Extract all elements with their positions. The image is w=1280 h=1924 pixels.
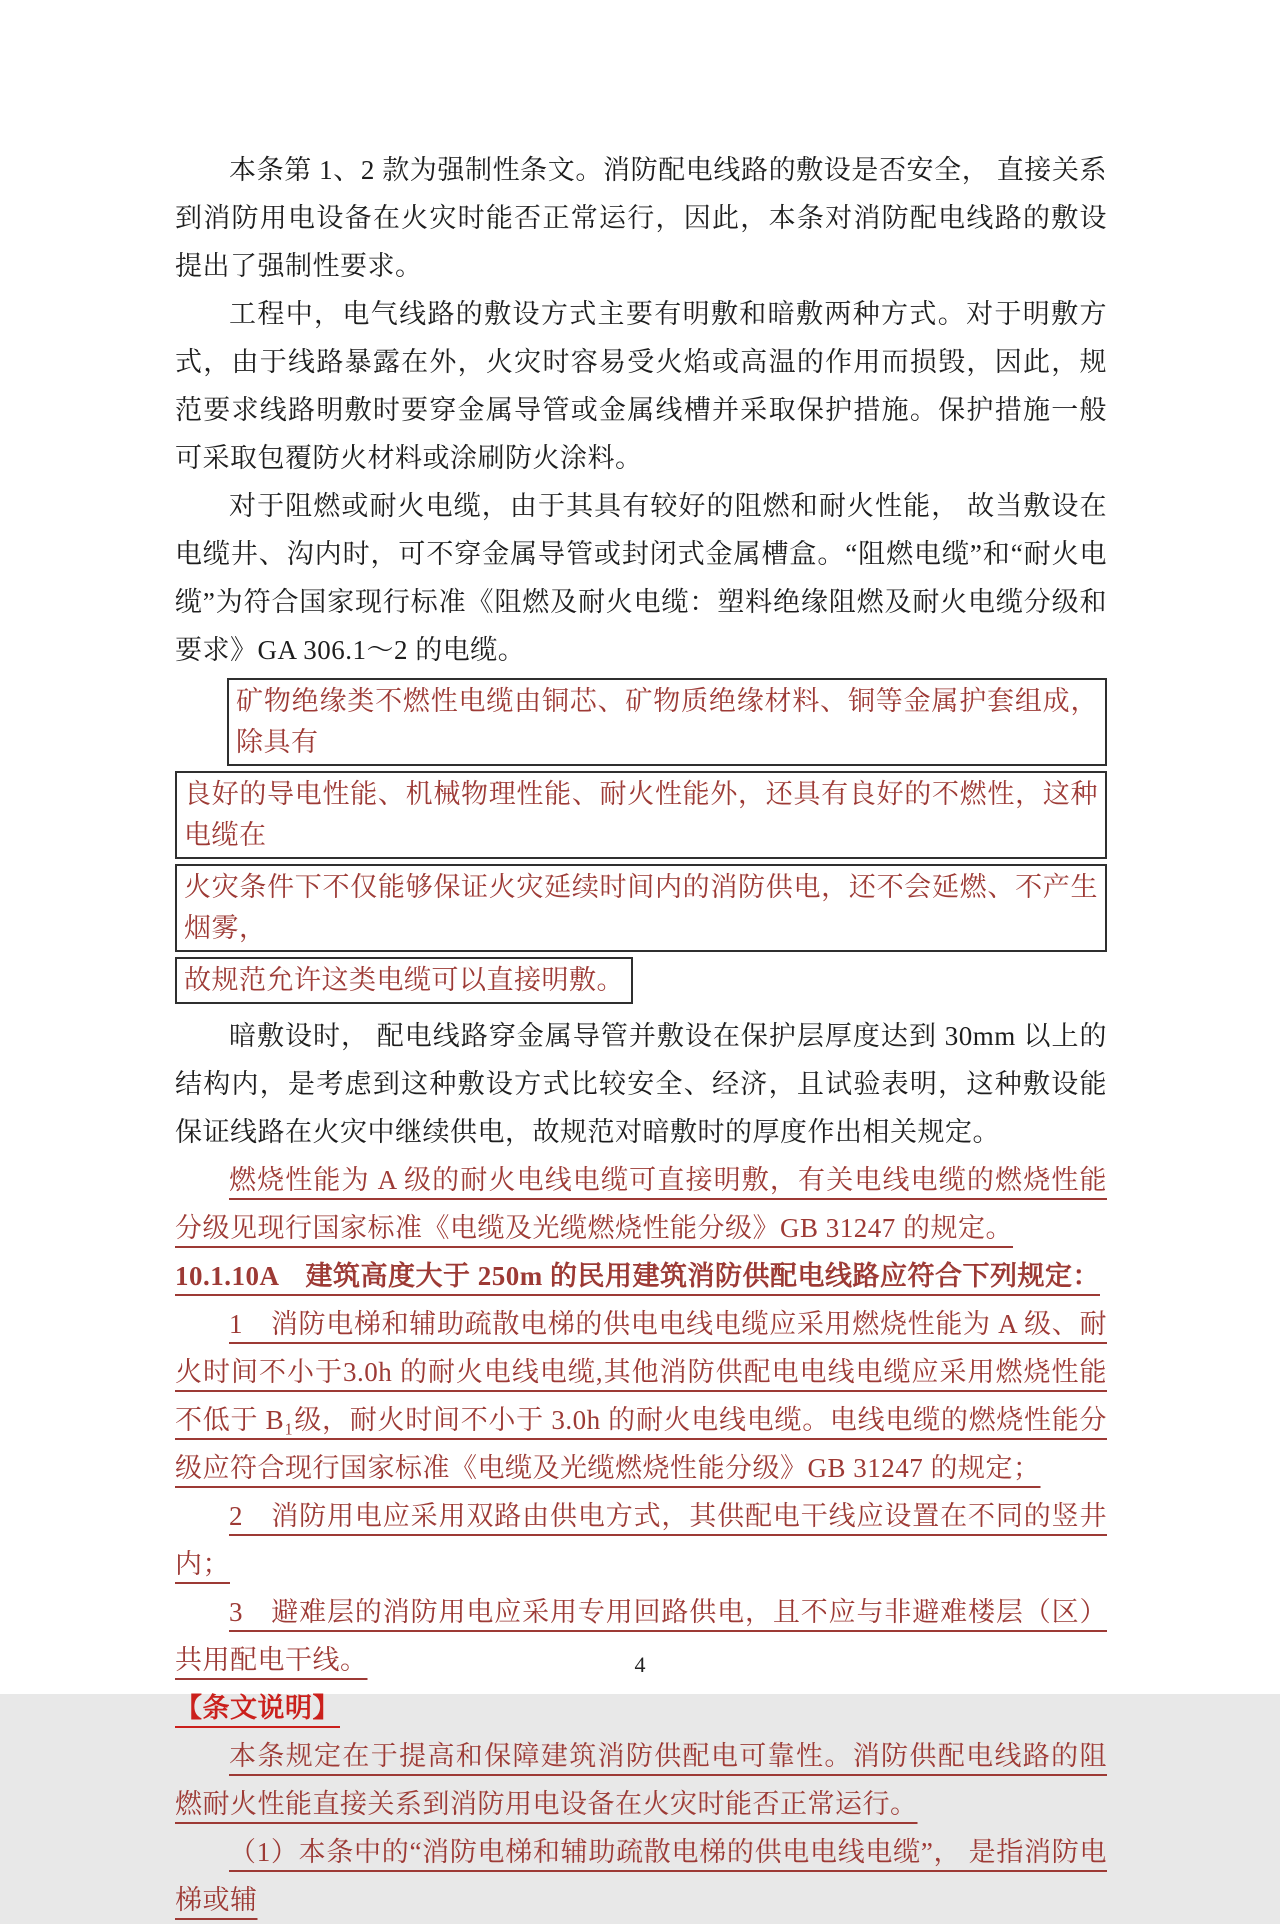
revision-paragraph: 1 消防电梯和辅助疏散电梯的供电电线电缆应采用燃烧性能为 A 级、耐火时间不小于3.0h 的耐火电线电缆,其他消防供配电电线电缆应采用燃烧性能不低于 B₁级，耐火时间不小于 3.0h 的耐火电线电缆。电线电缆的燃烧性能分级应符合现行国家标准《电缆及光缆燃烧性能分级》GB 31247 的规定； (175, 1309, 1107, 1483)
paragraph: 暗敷设时， 配电线路穿金属导管并敷设在保护层厚度达到 30mm 以上的结构内，是考虑到这种敷设方式比较安全、经济，且试验表明，这种敷设能保证线路在火灾中继续供电，故规范对暗敷时的厚度作出相关规定。 (175, 1021, 1107, 1147)
revision-paragraph: 本条规定在于提高和保障建筑消防供配电可靠性。消防供配电线路的阻燃耐火性能直接关系到消防用电设备在火灾时能否正常运行。 (175, 1741, 1107, 1819)
page-number: 4 (634, 1652, 646, 1677)
revision-paragraph: 3 避难层的消防用电应采用专用回路供电，且不应与非避难楼层（区）共用配电干线。 (175, 1597, 1107, 1675)
boxed-line: 火灾条件下不仅能够保证火灾延续时间内的消防供电，还不会延燃、不产生烟雾， (175, 864, 1107, 952)
revision-paragraph: 燃烧性能为 A 级的耐火电线电缆可直接明敷，有关电线电缆的燃烧性能分级见现行国家标准《电缆及光缆燃烧性能分级》GB 31247 的规定。 (175, 1165, 1107, 1243)
boxed-line: 矿物绝缘类不燃性电缆由铜芯、矿物质绝缘材料、铜等金属护套组成，除具有 (227, 678, 1107, 766)
boxed-line: 良好的导电性能、机械物理性能、耐火性能外，还具有良好的不燃性，这种电缆在 (175, 771, 1107, 859)
revision-paragraph: （1）本条中的“消防电梯和辅助疏散电梯的供电电线电缆”， 是指消防电梯或辅 (175, 1837, 1107, 1915)
paragraph: 本条第 1、2 款为强制性条文。消防配电线路的敷设是否安全， 直接关系到消防用电设备在火灾时能否正常运行，因此，本条对消防配电线路的敷设提出了强制性要求。 (175, 155, 1107, 281)
explanation-heading: 【条文说明】 (175, 1693, 340, 1723)
revision-paragraph: 2 消防用电应采用双路由供电方式，其供配电干线应设置在不同的竖井内； (175, 1501, 1107, 1579)
revision-boxed-insert (175, 678, 1107, 1004)
boxed-line: 故规范允许这类电缆可以直接明敷。 (175, 957, 633, 1004)
paragraph: 工程中，电气线路的敷设方式主要有明敷和暗敷两种方式。对于明敷方式，由于线路暴露在外，火灾时容易受火焰或高温的作用而损毁，因此，规范要求线路明敷时要穿金属导管或金属线槽并采取保护措施。保护措施一般可采取包覆防火材料或涂刷防火涂料。 (175, 299, 1107, 473)
paragraph: 对于阻燃或耐火电缆，由于其具有较好的阻燃和耐火性能， 故当敷设在电缆井、沟内时，可不穿金属导管或封闭式金属槽盒。“阻燃电缆”和“耐火电缆”为符合国家现行标准《阻燃及耐火电缆：塑料绝缘阻燃及耐火电缆分级和要求》GA 306.1～2 的电缆。 (175, 491, 1107, 665)
clause-heading: 10.1.10A 建筑高度大于 250m 的民用建筑消防供配电线路应符合下列规定： (175, 1261, 1100, 1291)
